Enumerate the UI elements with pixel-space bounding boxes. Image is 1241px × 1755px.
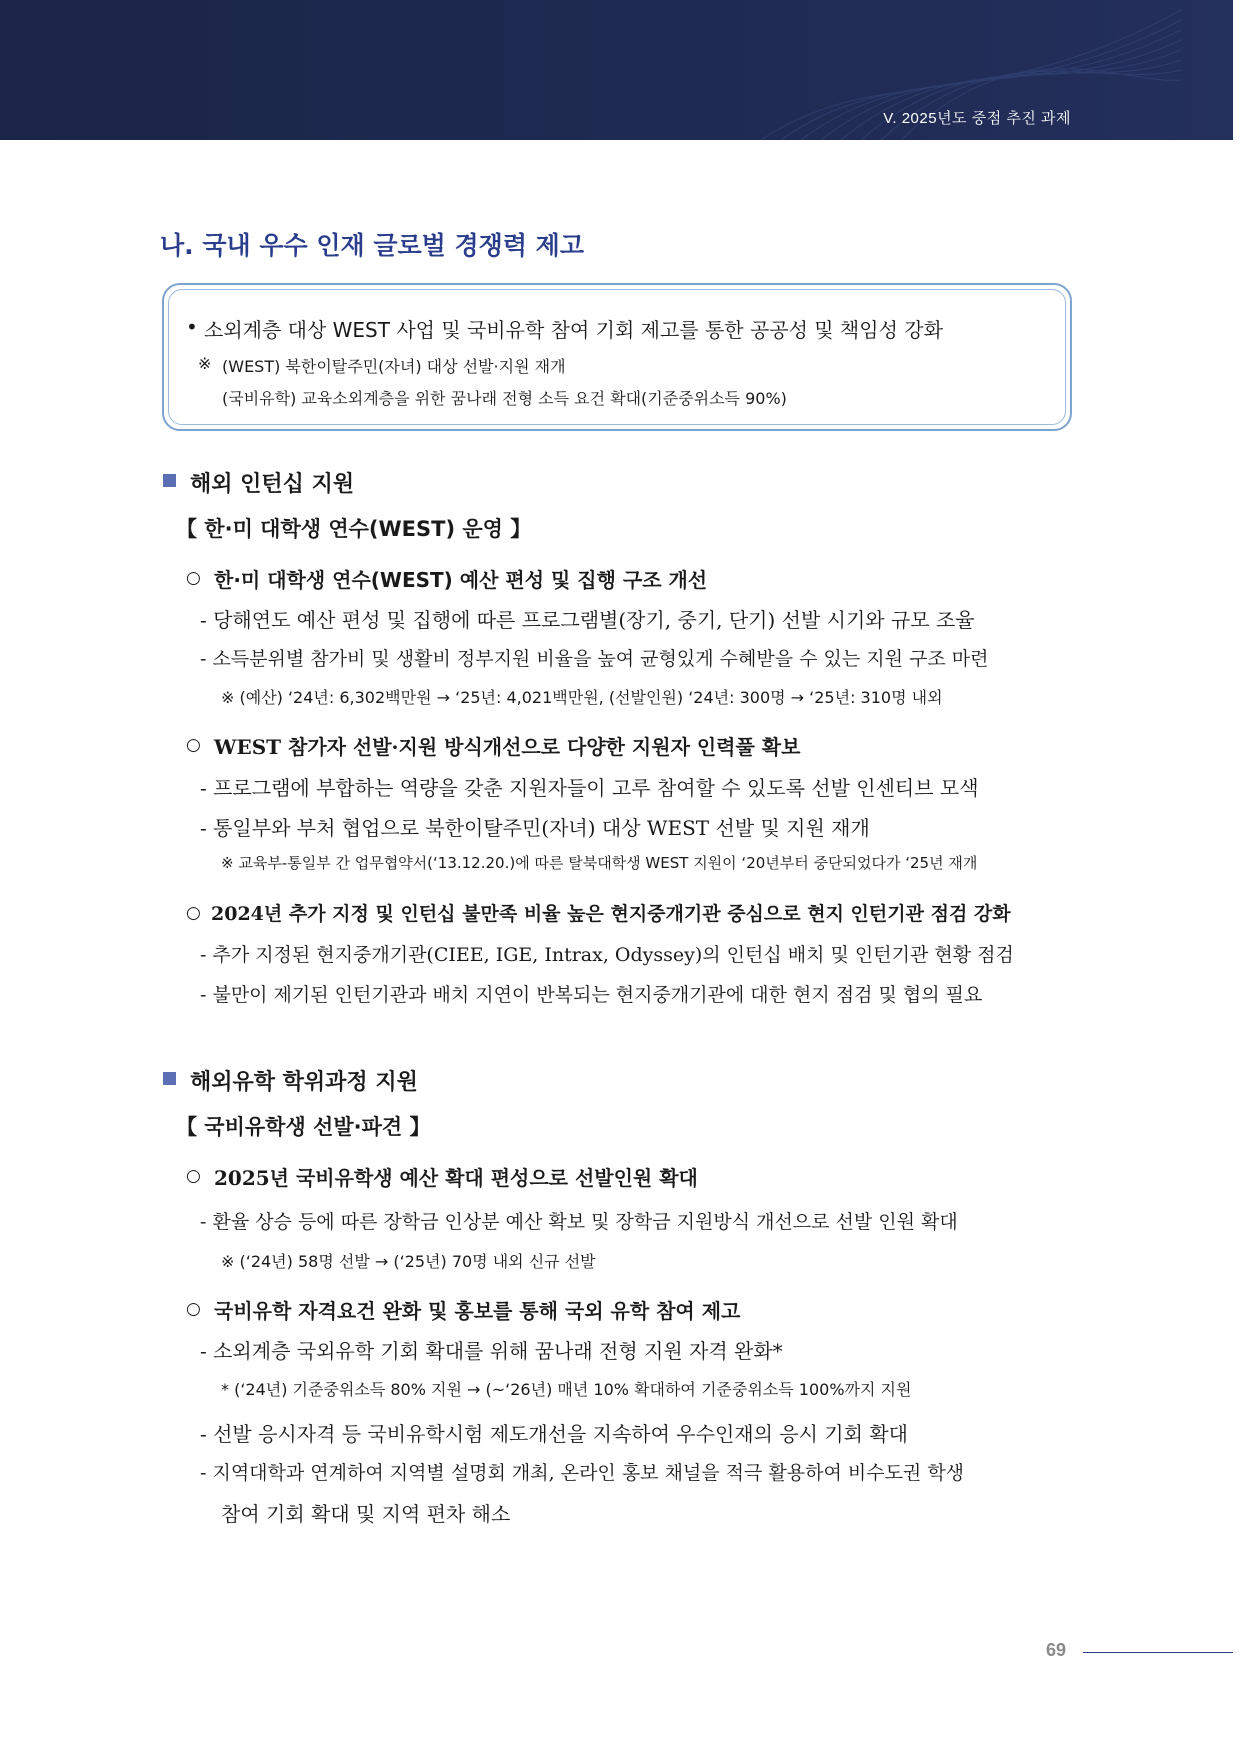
item-sub: - 불만이 제기된 인턴기관과 배치 지연이 반복되는 현지중개기관에 대한 현지 점검 및 협의 필요 [200, 984, 983, 1006]
item-title: WEST 참가자 선발·지원 방식개선으로 다양한 지원자 인력풀 확보 [214, 735, 801, 759]
header-edge [1233, 0, 1241, 140]
item-marker: ○ [186, 903, 201, 923]
item-marker: ○ [186, 1166, 201, 1186]
item-marker: ○ [186, 568, 201, 588]
subheading-scholarship: 【 국비유학생 선발·파견 】 [176, 1115, 431, 1139]
item-sub: - 통일부와 부처 협업으로 북한이탈주민(자녀) 대상 WEST 선발 및 지원 재개 [200, 816, 870, 840]
item-note: ※ 교육부-통일부 간 업무협약서(‘13.12.20.)에 따른 탈북대학생 WEST 지원이 ‘20년부터 중단되었다가 ‘25년 재개 [221, 854, 978, 872]
item-title: 2024년 추가 지정 및 인턴십 불만족 비율 높은 현지중개기관 중심으로 현지 인턴기관 점검 강화 [211, 903, 1011, 925]
section-square-icon [163, 1072, 176, 1085]
item-note: ※ (예산) ‘24년: 6,302백만원 → ‘25년: 4,021백만원, (선발인원) ‘24년: 300명 → ‘25년: 310명 내외 [221, 688, 943, 707]
summary-bullet: • [186, 315, 198, 339]
section-heading-internship: 해외 인턴십 지원 [190, 472, 355, 497]
item-marker: ○ [186, 735, 201, 755]
item-title: 국비유학 자격요건 완화 및 홍보를 통해 국외 유학 참여 제고 [214, 1299, 741, 1323]
item-sub-continuation: 참여 기회 확대 및 지역 편차 해소 [221, 1502, 511, 1526]
item-sub: - 환율 상승 등에 따른 장학금 인상분 예산 확보 및 장학금 지원방식 개선으로 선발 인원 확대 [200, 1211, 958, 1233]
chapter-label: V. 2025년도 중점 추진 과제 [883, 110, 1071, 127]
item-sub: - 지역대학과 연계하여 지역별 설명회 개최, 온라인 홍보 채널을 적극 활용하여 비수도권 학생 [200, 1462, 965, 1484]
item-sub: - 소득분위별 참가비 및 생활비 정부지원 비율을 높여 균형있게 수혜받을 수 있는 지원 구조 마련 [200, 648, 989, 670]
item-footnote: * (‘24년) 기준중위소득 80% 지원 → (~‘26년) 매년 10% 확대하여 기준중위소득 100%까지 지원 [221, 1380, 912, 1399]
summary-note-mark: ※ [198, 354, 212, 373]
summary-note-scholarship: (국비유학) 교육소외계층을 위한 꿈나래 전형 소득 요건 확대(기준중위소득 90%) [222, 389, 787, 408]
summary-main-text: 소외계층 대상 WEST 사업 및 국비유학 참여 기회 제고를 통한 공공성 및 책임성 강화 [204, 318, 943, 342]
item-sub: - 당해연도 예산 편성 및 집행에 따른 프로그램별(장기, 중기, 단기) 선발 시기와 규모 조율 [200, 608, 975, 632]
item-sub: - 선발 응시자격 등 국비유학시험 제도개선을 지속하여 우수인재의 응시 기회 확대 [200, 1422, 908, 1446]
page-number: 69 [1046, 1640, 1067, 1660]
summary-box [162, 283, 1072, 431]
section-heading-degree: 해외유학 학위과정 지원 [190, 1070, 418, 1095]
page-number-rule [1083, 1652, 1233, 1653]
section-square-icon [163, 474, 176, 487]
header-band [0, 0, 1241, 140]
item-sub: - 추가 지정된 현지중개기관(CIEE, IGE, Intrax, Odyssey)의 인턴십 배치 및 인턴기관 현황 점검 [200, 944, 1014, 966]
section-title: 나. 국내 우수 인재 글로벌 경쟁력 제고 [160, 231, 584, 260]
item-sub: - 소외계층 국외유학 기회 확대를 위해 꿈나래 전형 지원 자격 완화* [200, 1339, 783, 1363]
item-note: ※ (‘24년) 58명 선발 → (‘25년) 70명 내외 신규 선발 [221, 1252, 596, 1271]
subheading-west: 【 한·미 대학생 연수(WEST) 운영 】 [176, 517, 532, 541]
item-title: 한·미 대학생 연수(WEST) 예산 편성 및 집행 구조 개선 [214, 568, 708, 592]
item-sub: - 프로그램에 부합하는 역량을 갖춘 지원자들이 고루 참여할 수 있도록 선발 인센티브 모색 [200, 776, 979, 800]
summary-note-west: (WEST) 북한이탈주민(자녀) 대상 선발·지원 재개 [222, 357, 566, 376]
item-title: 2025년 국비유학생 예산 확대 편성으로 선발인원 확대 [214, 1166, 698, 1190]
item-marker: ○ [186, 1299, 201, 1319]
